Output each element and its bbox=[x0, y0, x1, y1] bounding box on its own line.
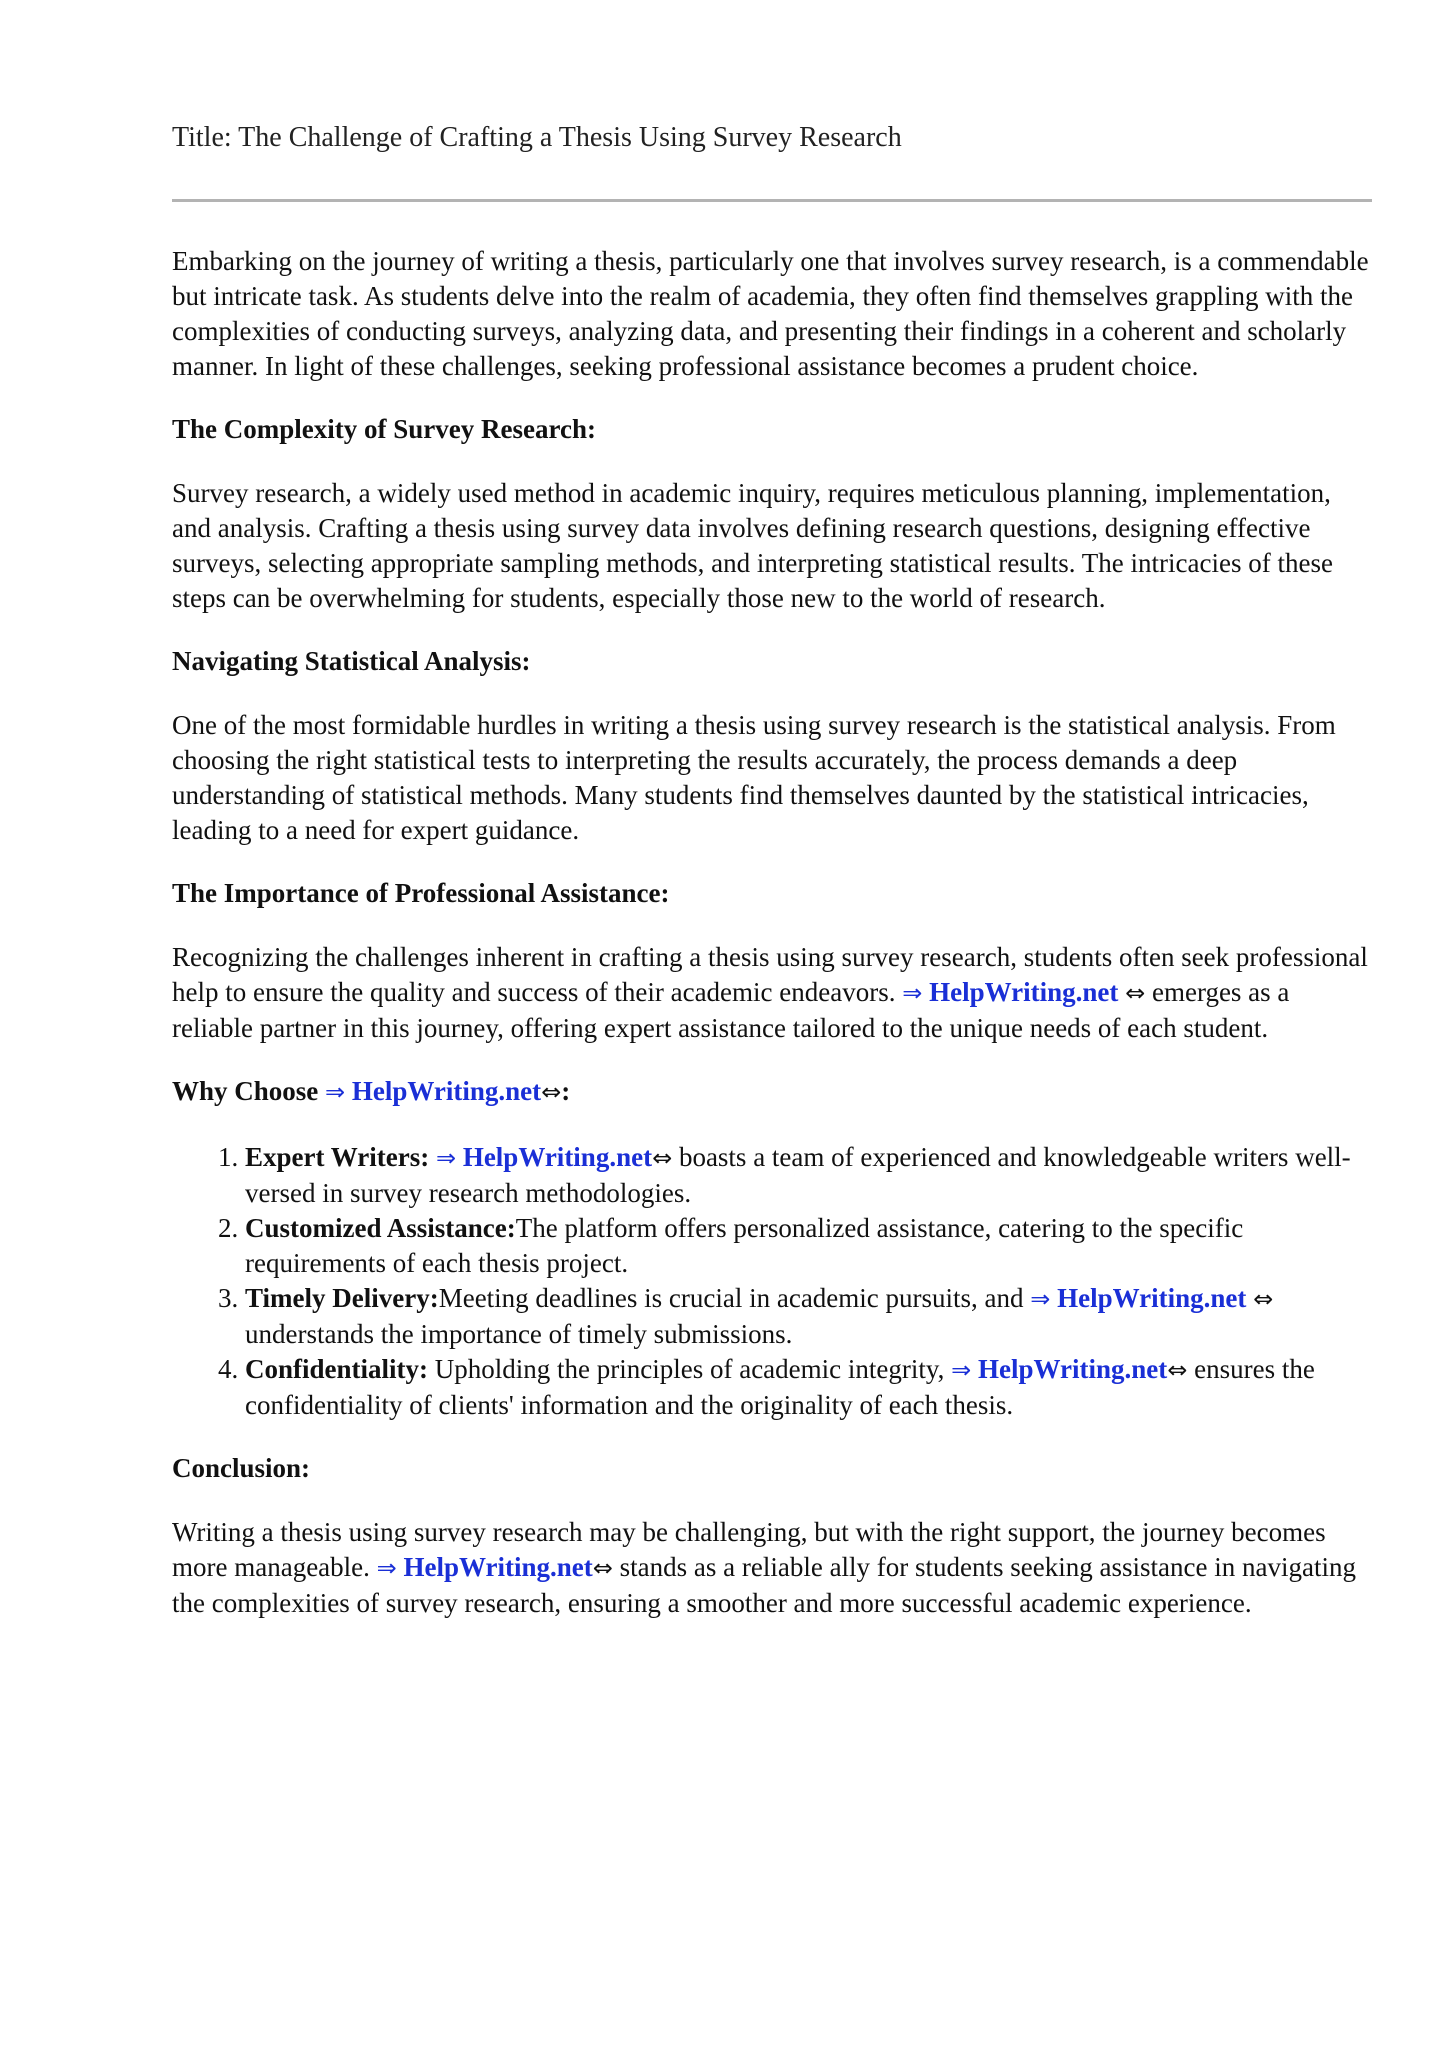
helpwriting-link[interactable] bbox=[1030, 1283, 1246, 1313]
paragraph-conclusion bbox=[172, 1515, 1372, 1621]
heading-complexity: The Complexity of Survey Research: bbox=[172, 414, 596, 444]
list-item bbox=[245, 1140, 1372, 1211]
importance-text-before: Recognizing the challenges inherent in crafting a thesis using survey research, students often seek professional help to ensure the quality and success of their academic endeavors. bbox=[172, 942, 1368, 1007]
title-divider bbox=[172, 199, 1372, 202]
link-label: HelpWriting.net bbox=[351, 1076, 542, 1106]
link-label: HelpWriting.net bbox=[977, 1354, 1168, 1384]
helpwriting-link[interactable] bbox=[902, 977, 1118, 1007]
list-item bbox=[245, 1211, 1372, 1281]
double-arrow-icon: ⇔ bbox=[592, 1554, 613, 1582]
heading-conclusion: Conclusion: bbox=[172, 1453, 311, 1483]
helpwriting-link[interactable] bbox=[325, 1076, 541, 1106]
reasons-list bbox=[172, 1140, 1372, 1423]
paragraph-complexity: Survey research, a widely used method in academic inquiry, requires meticulous planning, implementation, and analysis. Crafting a thesis using survey data involves defining research questions, designing effective surveys, selecting appropriate sampling methods, and interpreting statistical results. The intricacies of these steps can be overwhelming for students, especially those new to the world of research. bbox=[172, 478, 1333, 613]
intro-paragraph: Embarking on the journey of writing a thesis, particularly one that involves survey research, is a commendable but intricate task. As students delve into the realm of academia, they often find themselves grappling with the complexities of conducting surveys, analyzing data, and presenting their findings in a coherent and scholarly manner. In light of these challenges, seeking professional assistance becomes a prudent choice. bbox=[172, 246, 1369, 381]
heading-why-choose bbox=[172, 1074, 1372, 1110]
double-arrow-icon: ⇔ bbox=[652, 1144, 673, 1172]
list-item-term: Customized Assistance: bbox=[245, 1213, 516, 1243]
link-label: HelpWriting.net bbox=[403, 1552, 593, 1582]
helpwriting-link[interactable] bbox=[377, 1552, 593, 1582]
paragraph-statistical-analysis: One of the most formidable hurdles in writing a thesis using survey research is the statistical analysis. From choosing the right statistical tests to interpreting the results accurately, the process demands a deep understanding of statistical methods. Many students find themselves daunted by the statistical intricacies, leading to a need for expert guidance. bbox=[172, 710, 1336, 845]
list-item-term: Timely Delivery: bbox=[245, 1283, 439, 1313]
list-item-text: Upholding the principles of academic integrity, bbox=[434, 1354, 945, 1384]
why-heading-text: Why Choose bbox=[172, 1076, 319, 1106]
list-item-text: Meeting deadlines is crucial in academic pursuits, and bbox=[438, 1283, 1024, 1313]
right-arrow-icon: ⇒ bbox=[951, 1356, 972, 1384]
list-item-text: understands the importance of timely submissions. bbox=[245, 1319, 793, 1349]
list-item bbox=[245, 1281, 1372, 1352]
list-item bbox=[245, 1352, 1372, 1423]
right-arrow-icon: ⇒ bbox=[1030, 1285, 1051, 1313]
why-heading-colon: : bbox=[561, 1076, 571, 1106]
document-page bbox=[172, 120, 1372, 1621]
helpwriting-link[interactable] bbox=[436, 1142, 652, 1172]
list-item-term: Confidentiality: bbox=[245, 1354, 429, 1384]
double-arrow-icon: ⇔ bbox=[541, 1078, 562, 1106]
link-label: HelpWriting.net bbox=[1057, 1283, 1247, 1313]
double-arrow-icon: ⇔ bbox=[1125, 979, 1146, 1007]
list-item-text: boasts a team of experienced and knowledgeable writers well-versed in survey research methodologies. bbox=[245, 1142, 1351, 1208]
list-item-text: ensures the confidentiality of clients' information and the originality of each thesis. bbox=[245, 1354, 1315, 1420]
heading-statistical-analysis: Navigating Statistical Analysis: bbox=[172, 646, 531, 676]
list-item-text: The platform offers personalized assistance, catering to the specific requirements of each thesis project. bbox=[245, 1213, 1244, 1278]
right-arrow-icon: ⇒ bbox=[435, 1144, 457, 1172]
double-arrow-icon: ⇔ bbox=[1253, 1285, 1274, 1313]
right-arrow-icon: ⇒ bbox=[325, 1078, 346, 1106]
double-arrow-icon: ⇔ bbox=[1167, 1356, 1188, 1384]
right-arrow-icon: ⇒ bbox=[902, 979, 923, 1007]
conclusion-text-after: stands as a reliable ally for students seeking assistance in navigating the complexities of survey research, ensuring a smoother and more successful academic experience. bbox=[172, 1552, 1356, 1618]
conclusion-text-before: Writing a thesis using survey research may be challenging, but with the right support, the journey becomes more manageable. bbox=[172, 1517, 1326, 1582]
paragraph-importance bbox=[172, 940, 1372, 1046]
link-label: HelpWriting.net bbox=[462, 1142, 653, 1172]
link-label: HelpWriting.net bbox=[929, 977, 1119, 1007]
list-item-term: Expert Writers: bbox=[245, 1142, 430, 1172]
document-title: Title: The Challenge of Crafting a Thesis Using Survey Research bbox=[172, 122, 902, 153]
right-arrow-icon: ⇒ bbox=[376, 1554, 397, 1582]
heading-importance: The Importance of Professional Assistance: bbox=[172, 878, 670, 908]
importance-text-after: emerges as a reliable partner in this journey, offering expert assistance tailored to the unique needs of each student. bbox=[172, 977, 1290, 1043]
helpwriting-link[interactable] bbox=[951, 1354, 1167, 1384]
